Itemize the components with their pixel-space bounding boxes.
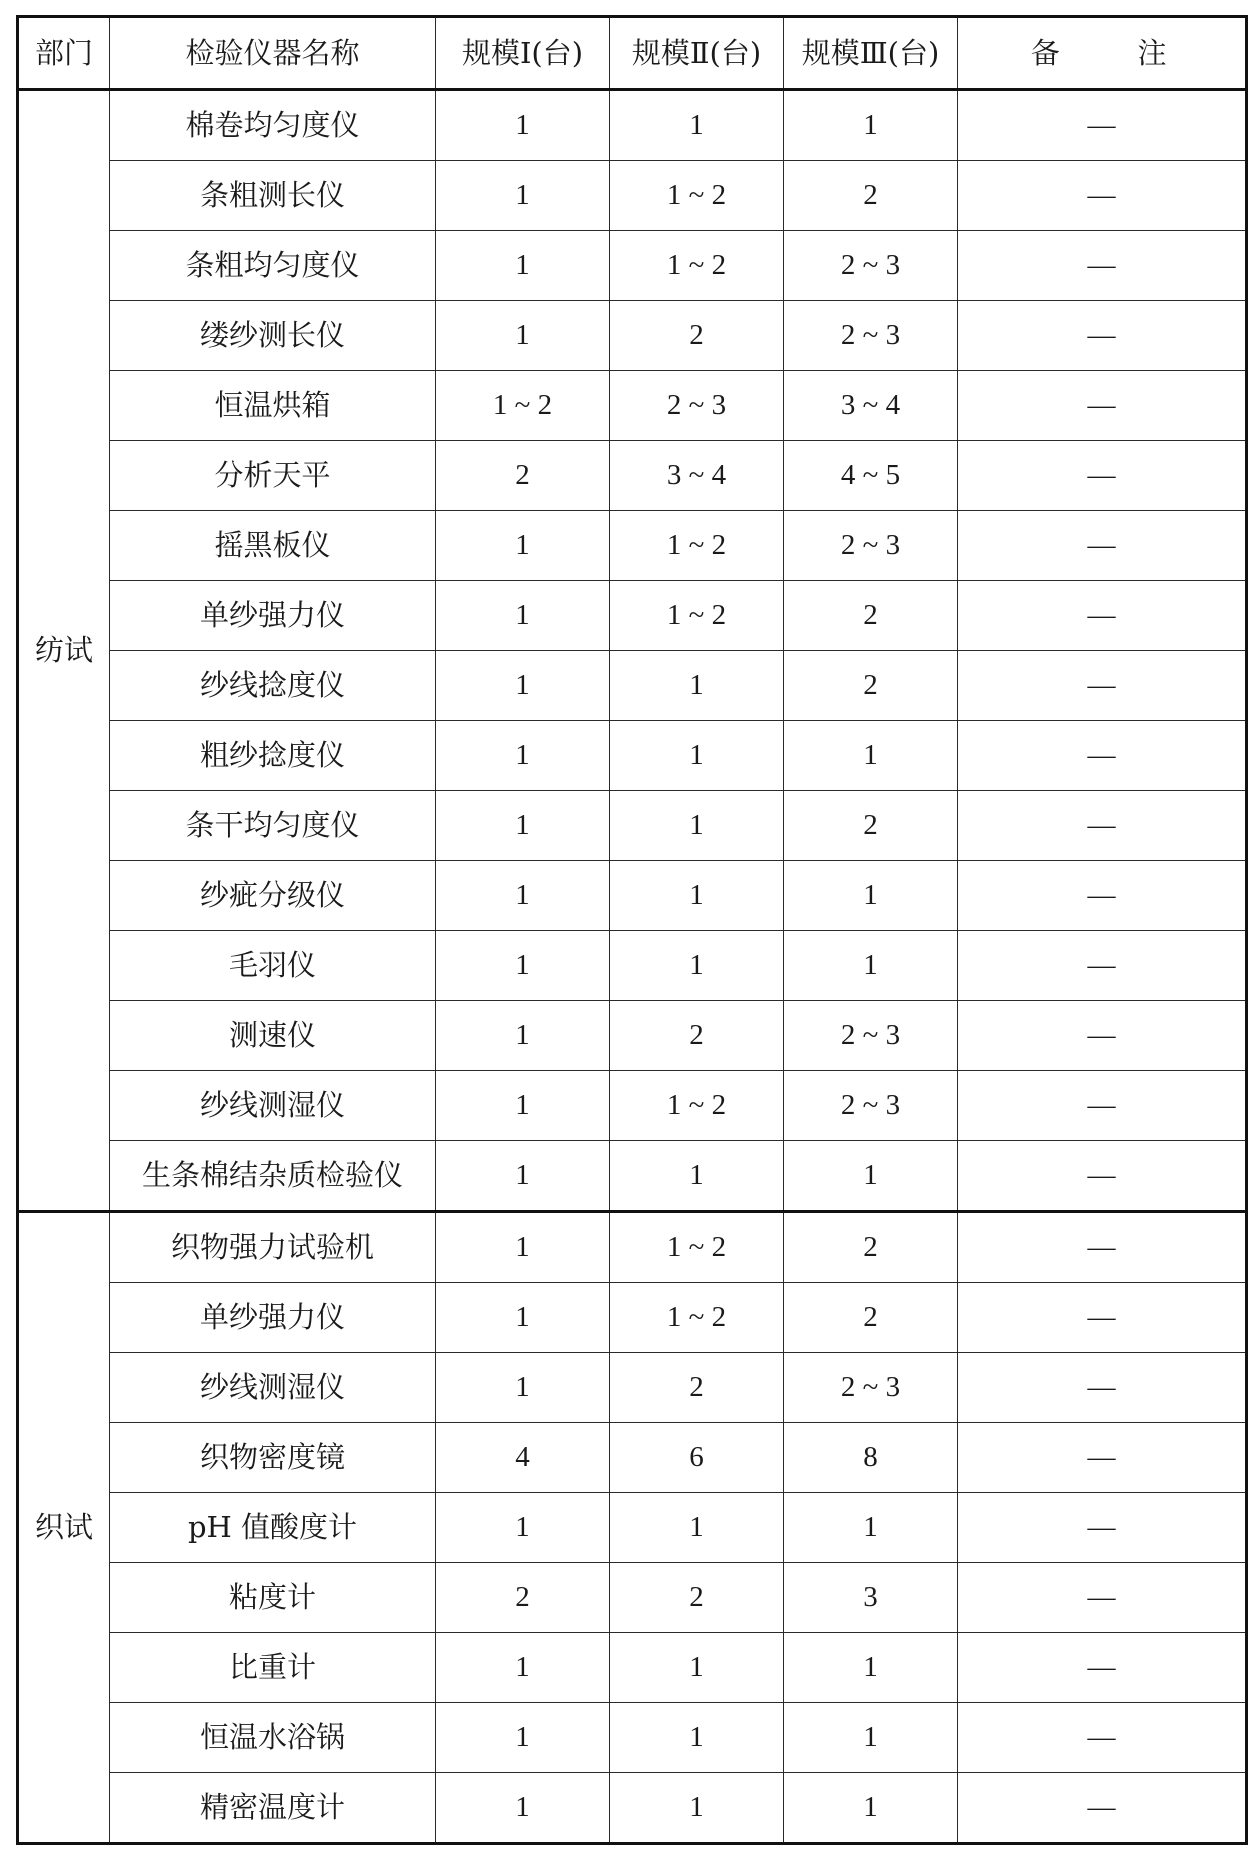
scale-3-cell: 2 <box>784 161 958 231</box>
scale-2-cell: 1 <box>610 1141 784 1212</box>
scale-3-cell: 3 ~ 4 <box>784 371 958 441</box>
scale-1-cell: 1 <box>436 1353 610 1423</box>
scale-1-cell: 1 <box>436 1773 610 1844</box>
note-cell: — <box>958 581 1247 651</box>
instrument-name-cell: 生条棉结杂质检验仪 <box>110 1141 436 1212</box>
note-cell: — <box>958 651 1247 721</box>
instrument-name-cell: 条干均匀度仪 <box>110 791 436 861</box>
note-cell: — <box>958 511 1247 581</box>
note-cell: — <box>958 301 1247 371</box>
scale-1-cell: 1 <box>436 1283 610 1353</box>
scale-2-cell: 1 <box>610 651 784 721</box>
note-cell: — <box>958 721 1247 791</box>
table-row <box>18 1071 1247 1141</box>
scale-3-cell: 2 <box>784 791 958 861</box>
table-row <box>18 1212 1247 1283</box>
instrument-name-cell: pH 值酸度计 <box>110 1493 436 1563</box>
header-dept: 部门 <box>18 17 110 90</box>
instrument-name-cell: 织物强力试验机 <box>110 1212 436 1283</box>
instrument-name-cell: 纱线测湿仪 <box>110 1353 436 1423</box>
scale-2-cell: 2 <box>610 1353 784 1423</box>
table-row <box>18 861 1247 931</box>
note-cell: — <box>958 1563 1247 1633</box>
table-body <box>18 90 1247 1844</box>
note-cell: — <box>958 371 1247 441</box>
table-row <box>18 1001 1247 1071</box>
scale-3-cell: 2 <box>784 1212 958 1283</box>
note-cell: — <box>958 441 1247 511</box>
scale-3-cell: 1 <box>784 931 958 1001</box>
note-cell: — <box>958 1283 1247 1353</box>
table-row <box>18 1141 1247 1212</box>
scale-2-cell: 1 <box>610 1493 784 1563</box>
scale-2-cell: 1 <box>610 1703 784 1773</box>
note-cell: — <box>958 231 1247 301</box>
instrument-name-cell: 恒温烘箱 <box>110 371 436 441</box>
note-cell: — <box>958 791 1247 861</box>
scale-2-cell: 1 ~ 2 <box>610 581 784 651</box>
scale-3-cell: 1 <box>784 1493 958 1563</box>
note-cell: — <box>958 1071 1247 1141</box>
instrument-name-cell: 单纱强力仪 <box>110 581 436 651</box>
scale-1-cell: 1 <box>436 90 610 161</box>
note-cell: — <box>958 931 1247 1001</box>
header-notes-a: 备 <box>1030 35 1066 70</box>
scale-1-cell: 1 <box>436 301 610 371</box>
scale-1-cell: 2 <box>436 1563 610 1633</box>
note-cell: — <box>958 1773 1247 1844</box>
note-cell: — <box>958 90 1247 161</box>
scale-1-cell: 1 <box>436 1493 610 1563</box>
scale-1-cell: 1 ~ 2 <box>436 371 610 441</box>
scale-3-cell: 1 <box>784 1703 958 1773</box>
table-row <box>18 581 1247 651</box>
dept-cell: 纺试 <box>18 90 110 1212</box>
scale-2-cell: 2 <box>610 1001 784 1071</box>
note-cell: — <box>958 1493 1247 1563</box>
scale-3-cell: 8 <box>784 1423 958 1493</box>
table-row <box>18 1353 1247 1423</box>
table-row <box>18 791 1247 861</box>
instrument-name-cell: 粘度计 <box>110 1563 436 1633</box>
note-cell: — <box>958 1141 1247 1212</box>
scale-2-cell: 1 ~ 2 <box>610 1071 784 1141</box>
scale-1-cell: 1 <box>436 511 610 581</box>
header-name: 检验仪器名称 <box>110 17 436 90</box>
scale-3-cell: 2 ~ 3 <box>784 511 958 581</box>
instrument-name-cell: 织物密度镜 <box>110 1423 436 1493</box>
instrument-name-cell: 纱线捻度仪 <box>110 651 436 721</box>
scale-1-cell: 1 <box>436 161 610 231</box>
note-cell: — <box>958 861 1247 931</box>
instrument-name-cell: 粗纱捻度仪 <box>110 721 436 791</box>
scale-1-cell: 1 <box>436 931 610 1001</box>
scale-2-cell: 6 <box>610 1423 784 1493</box>
table-row <box>18 1423 1247 1493</box>
scale-1-cell: 1 <box>436 1071 610 1141</box>
instrument-name-cell: 分析天平 <box>110 441 436 511</box>
scale-2-cell: 1 <box>610 791 784 861</box>
scale-2-cell: 2 <box>610 301 784 371</box>
instrument-name-cell: 摇黑板仪 <box>110 511 436 581</box>
scale-3-cell: 1 <box>784 861 958 931</box>
scale-3-cell: 2 ~ 3 <box>784 1001 958 1071</box>
scale-2-cell: 1 ~ 2 <box>610 1283 784 1353</box>
scale-2-cell: 1 <box>610 931 784 1001</box>
scale-1-cell: 1 <box>436 1141 610 1212</box>
table-row <box>18 511 1247 581</box>
header-notes <box>958 17 1247 90</box>
scale-3-cell: 1 <box>784 721 958 791</box>
scale-2-cell: 1 <box>610 1773 784 1844</box>
instrument-name-cell: 毛羽仪 <box>110 931 436 1001</box>
note-cell: — <box>958 161 1247 231</box>
instrument-name-cell: 条粗测长仪 <box>110 161 436 231</box>
header-notes-b: 注 <box>1137 35 1173 70</box>
header-scale-2: 规模Ⅱ(台) <box>610 17 784 90</box>
table-row <box>18 371 1247 441</box>
instrument-name-cell: 精密温度计 <box>110 1773 436 1844</box>
scale-1-cell: 4 <box>436 1423 610 1493</box>
scale-3-cell: 2 ~ 3 <box>784 1071 958 1141</box>
scale-3-cell: 2 <box>784 651 958 721</box>
table-row <box>18 231 1247 301</box>
scale-2-cell: 1 <box>610 1633 784 1703</box>
instrument-name-cell: 棉卷均匀度仪 <box>110 90 436 161</box>
scale-2-cell: 1 <box>610 861 784 931</box>
scale-1-cell: 1 <box>436 791 610 861</box>
table-row <box>18 161 1247 231</box>
scale-2-cell: 1 <box>610 90 784 161</box>
scale-3-cell: 2 ~ 3 <box>784 231 958 301</box>
scale-3-cell: 2 <box>784 581 958 651</box>
note-cell: — <box>958 1703 1247 1773</box>
scale-3-cell: 1 <box>784 1141 958 1212</box>
note-cell: — <box>958 1212 1247 1283</box>
table-row <box>18 1633 1247 1703</box>
instrument-name-cell: 单纱强力仪 <box>110 1283 436 1353</box>
table-row <box>18 90 1247 161</box>
note-cell: — <box>958 1633 1247 1703</box>
scale-2-cell: 1 ~ 2 <box>610 1212 784 1283</box>
note-cell: — <box>958 1001 1247 1071</box>
scale-1-cell: 1 <box>436 1001 610 1071</box>
scale-1-cell: 1 <box>436 651 610 721</box>
scale-3-cell: 4 ~ 5 <box>784 441 958 511</box>
scale-1-cell: 1 <box>436 581 610 651</box>
scale-2-cell: 1 <box>610 721 784 791</box>
scale-3-cell: 1 <box>784 90 958 161</box>
scale-3-cell: 1 <box>784 1633 958 1703</box>
scale-2-cell: 2 ~ 3 <box>610 371 784 441</box>
scale-1-cell: 1 <box>436 1633 610 1703</box>
header-scale-3: 规模Ⅲ(台) <box>784 17 958 90</box>
scale-1-cell: 1 <box>436 1703 610 1773</box>
scale-1-cell: 1 <box>436 721 610 791</box>
table-row <box>18 1703 1247 1773</box>
scale-1-cell: 1 <box>436 861 610 931</box>
table-row <box>18 721 1247 791</box>
scale-1-cell: 1 <box>436 231 610 301</box>
scale-1-cell: 2 <box>436 441 610 511</box>
instrument-name-cell: 比重计 <box>110 1633 436 1703</box>
note-cell: — <box>958 1353 1247 1423</box>
table-row <box>18 931 1247 1001</box>
table-row <box>18 1563 1247 1633</box>
instrument-name-cell: 纱疵分级仪 <box>110 861 436 931</box>
instrument-name-cell: 条粗均匀度仪 <box>110 231 436 301</box>
table-row <box>18 1493 1247 1563</box>
instrument-name-cell: 缕纱测长仪 <box>110 301 436 371</box>
table-row <box>18 1283 1247 1353</box>
scale-3-cell: 2 ~ 3 <box>784 1353 958 1423</box>
table-row <box>18 441 1247 511</box>
scale-3-cell: 2 <box>784 1283 958 1353</box>
dept-cell: 织试 <box>18 1212 110 1844</box>
note-cell: — <box>958 1423 1247 1493</box>
table-row <box>18 1773 1247 1844</box>
instrument-name-cell: 恒温水浴锅 <box>110 1703 436 1773</box>
header-scale-1: 规模Ⅰ(台) <box>436 17 610 90</box>
header-row <box>18 17 1247 90</box>
instrument-name-cell: 纱线测湿仪 <box>110 1071 436 1141</box>
table-row <box>18 651 1247 721</box>
instrument-table <box>16 15 1248 1845</box>
scale-2-cell: 2 <box>610 1563 784 1633</box>
scale-3-cell: 1 <box>784 1773 958 1844</box>
table-row <box>18 301 1247 371</box>
scale-3-cell: 3 <box>784 1563 958 1633</box>
instrument-name-cell: 测速仪 <box>110 1001 436 1071</box>
scale-3-cell: 2 ~ 3 <box>784 301 958 371</box>
scale-2-cell: 1 ~ 2 <box>610 231 784 301</box>
scale-2-cell: 1 ~ 2 <box>610 161 784 231</box>
scale-1-cell: 1 <box>436 1212 610 1283</box>
scale-2-cell: 1 ~ 2 <box>610 511 784 581</box>
scale-2-cell: 3 ~ 4 <box>610 441 784 511</box>
